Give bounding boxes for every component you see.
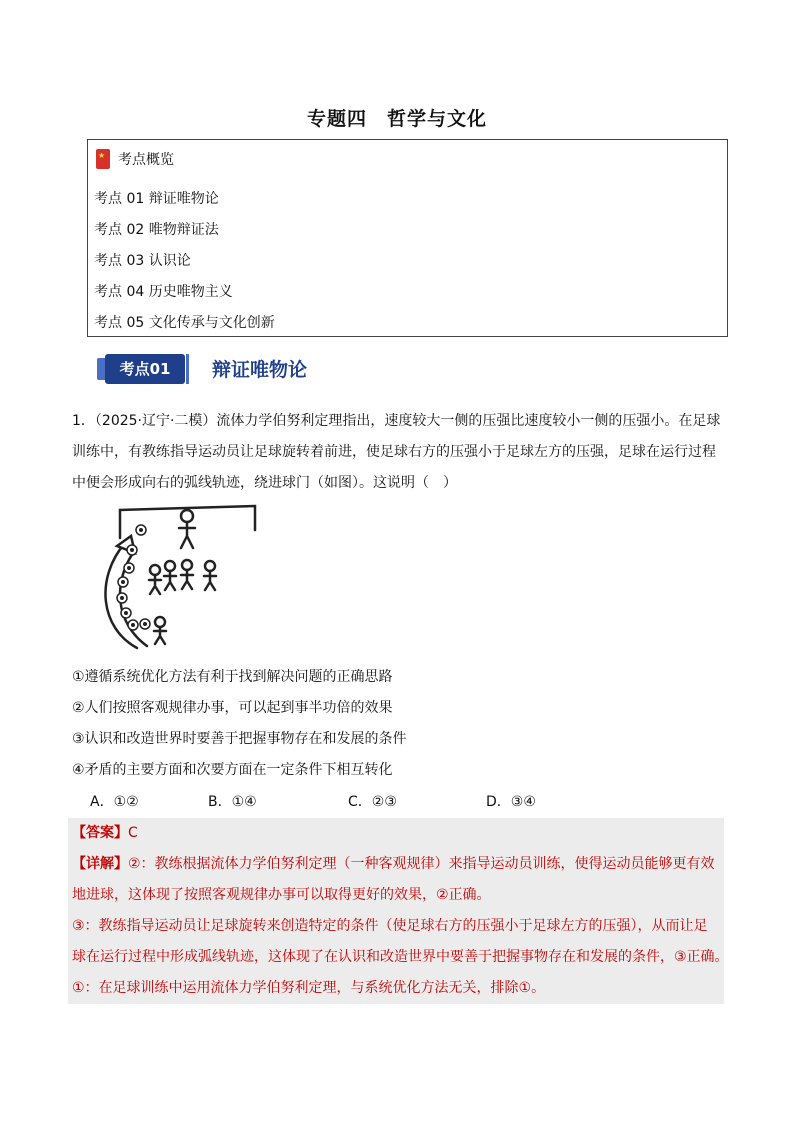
statement-item: ③认识和改造世界时要善于把握事物存在和发展的条件 <box>72 731 407 747</box>
overview-header <box>96 148 174 170</box>
question-line: 训练中，有教练指导运动员让足球旋转着前进，使足球右方的压强小于足球左方的压强，足球在运行过程 <box>72 444 716 460</box>
section-tag: 考点01 <box>105 354 185 384</box>
overview-item: 考点 04 历史唯物主义 <box>94 284 233 300</box>
section-title: 辩证唯物论 <box>212 359 308 381</box>
soccer-diagram <box>95 498 275 656</box>
choice-d: D．③④ <box>486 794 536 810</box>
statement-item: ①遵循系统优化方法有利于找到解决问题的正确思路 <box>72 669 393 685</box>
overview-item: 考点 05 文化传承与文化创新 <box>94 315 275 331</box>
overview-item: 考点 02 唯物辩证法 <box>94 222 219 238</box>
question-line: 1．（2025·辽宁·二模）流体力学伯努利定理指出，速度较大一侧的压强比速度较小一侧的压强小。在足球 <box>72 413 721 429</box>
overview-heading: 考点概览 <box>118 152 174 168</box>
overview-item: 考点 03 认识论 <box>94 253 191 269</box>
answer-line <box>72 818 138 849</box>
answer-value: C <box>128 825 138 841</box>
overview-box <box>87 139 728 337</box>
detail-line: 地进球，这体现了按照客观规律办事可以取得更好的效果，②正确。 <box>72 887 491 903</box>
statement-list <box>72 662 724 786</box>
detail-line <box>72 849 715 880</box>
detail-line: 球在运行过程中形成弧线轨迹，这体现了在认识和改造世界中要善于把握事物存在和发展的条件，③正确。 <box>72 949 729 965</box>
overview-list <box>94 184 275 339</box>
book-icon <box>96 149 110 169</box>
statement-item: ②人们按照客观规律办事，可以起到事半功倍的效果 <box>72 700 393 716</box>
detail-line: ①：在足球训练中运用流体力学伯努利定理，与系统优化方法无关，排除①。 <box>72 980 546 996</box>
overview-item: 考点 01 辩证唯物论 <box>94 191 219 207</box>
question-line: 中便会形成向右的弧线轨迹，绕进球门（如图）。这说明（ ） <box>72 475 457 491</box>
choice-c: C．②③ <box>348 794 397 810</box>
statement-item: ④矛盾的主要方面和次要方面在一定条件下相互转化 <box>72 762 393 778</box>
detail-tag: 【详解】 <box>72 856 128 872</box>
detail-line: ③：教练指导运动员让足球旋转来创造特定的条件（使足球右方的压强小于足球左方的压强），从而让足 <box>72 918 708 934</box>
page-title: 专题四 哲学与文化 <box>306 108 487 130</box>
choice-b: B．①④ <box>208 794 257 810</box>
question-stem <box>72 406 724 499</box>
choice-a: A．①② <box>90 794 139 810</box>
detail-text: ②：教练根据流体力学伯努利定理（一种客观规律）来指导运动员训练，使得运动员能够更有效 <box>128 856 715 872</box>
answer-tag: 【答案】 <box>72 825 128 841</box>
answer-box <box>68 818 729 1004</box>
